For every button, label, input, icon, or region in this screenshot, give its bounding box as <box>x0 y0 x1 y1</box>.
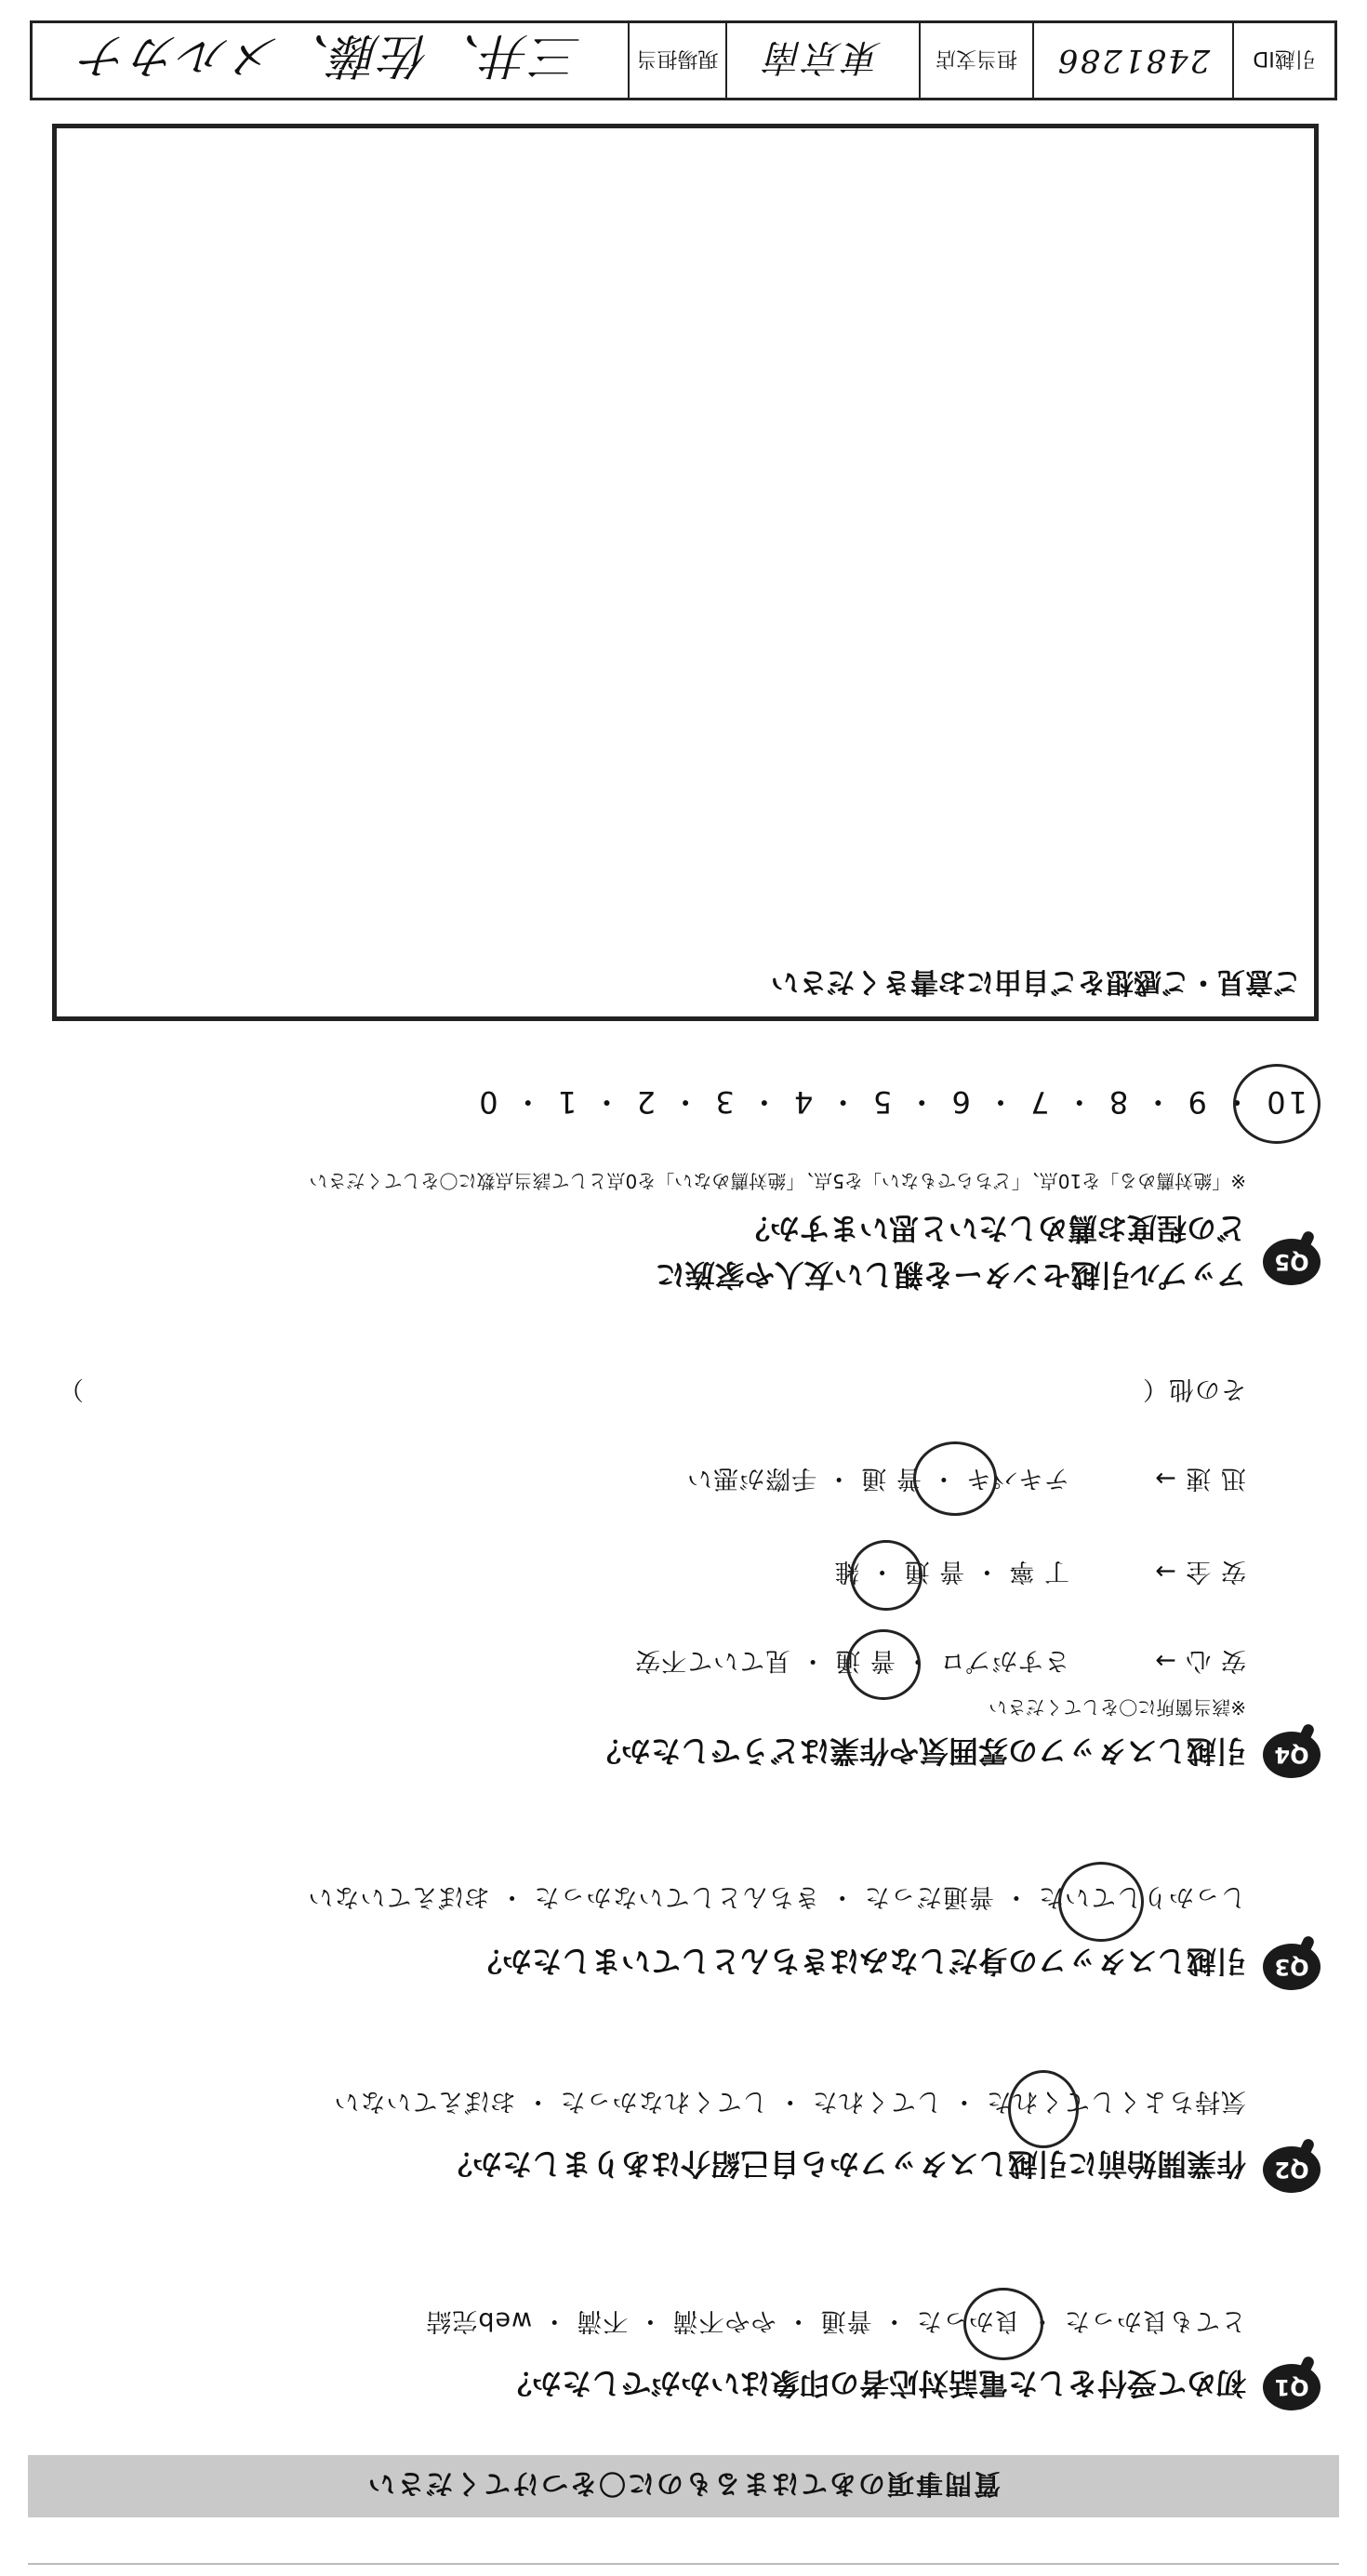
branch-value: 東京南 <box>764 35 882 79</box>
instruction-header <box>28 2455 1339 2517</box>
q4-question: 引越しスタッフの雰囲気や作業はどうでしたか？ <box>591 1733 1246 1769</box>
q5-question-line1: アップル引越センターを親しい友人や家族に <box>655 1257 1246 1293</box>
instruction-text: 質問事項のあてはまるものに〇をつけてください <box>366 2468 1002 2500</box>
q2-badge: Q2 <box>1263 2146 1321 2193</box>
id-label-cell <box>1232 23 1334 98</box>
q2-answer-circle <box>1008 2070 1079 2148</box>
team-value: 三井、佐藤、メルカナ <box>79 27 582 84</box>
branch-label-cell <box>919 23 1032 98</box>
q1-badge: Q1 <box>1263 2364 1321 2410</box>
q3-answer-circle <box>1058 1862 1144 1942</box>
id-value: 2481286 <box>1055 42 1211 79</box>
q4-row-anzen-options[interactable]: 丁 寧 ・ 普 通 ・ 雑 <box>833 1557 1069 1586</box>
q5-question-line2: どの程度お薦めしたいと思いますか？ <box>739 1211 1246 1246</box>
q5-score-scale[interactable]: 10 ・ 9 ・ 8 ・ 7 ・ 6 ・ 5 ・ 4 ・ 3 ・ 2 ・ 1 ・ 0 <box>476 1084 1307 1120</box>
q4-row-anzen-label: 安 全 → <box>1154 1557 1246 1586</box>
q4-jinsoku-circle <box>913 1441 997 1516</box>
q1-options[interactable]: とても良かった ・ 良かった ・ 普通 ・ やや不満 ・ 不満 ・ web完結 <box>425 2306 1246 2335</box>
id-label: 引越ID <box>1253 46 1316 71</box>
q4-row-jinsoku-label: 迅 速 → <box>1154 1464 1246 1493</box>
q3-badge: Q3 <box>1263 1944 1321 1990</box>
q4-note: ※該当箇所に〇をしてください <box>989 1696 1246 1719</box>
q5-note: ※「絶対薦める」を10点、「どちらでもない」を5点、「絶対薦めない」を0点として該当点数に〇をしてください <box>309 1170 1246 1192</box>
q4-other-label[interactable]: その他（ <box>1142 1374 1246 1403</box>
q4-row-anshin-options[interactable]: さすがプロ ・ 普 通 ・ 見ていて不安 <box>634 1646 1069 1675</box>
team-value-cell <box>33 23 628 98</box>
q5-badge: Q5 <box>1263 1239 1321 1285</box>
q2-question: 作業開始前に引越しスタッフから自己紹介はありましたか？ <box>442 2146 1246 2182</box>
comment-box[interactable] <box>52 124 1319 1021</box>
branch-label: 担当支店 <box>936 46 1018 71</box>
top-rule <box>28 2563 1339 2565</box>
team-label-cell <box>628 23 725 98</box>
q5-answer-circle <box>1233 1064 1321 1144</box>
q3-options[interactable]: しっかりしていた ・ 普通だった ・ きちんとしていなかった ・ おぼえていない <box>307 1882 1246 1911</box>
comment-title: ご意見・ご感想をご自由にお書きください <box>771 965 1301 998</box>
q1-answer-circle <box>963 2288 1043 2360</box>
meta-table <box>30 20 1337 100</box>
q2-options[interactable]: 気持ちよくしてくれた ・ してくれた ・ してくれなかった ・ おぼえていない <box>333 2087 1246 2116</box>
q4-anzen-circle <box>850 1540 922 1611</box>
team-label: 現場担当 <box>636 46 719 71</box>
q4-row-jinsoku-options[interactable]: テキパキ ・ 普 通 ・ 手際が悪い <box>686 1464 1069 1493</box>
branch-value-cell <box>725 23 919 98</box>
q1-question: 初めて受付をした電話対応者の印象はいかがでしたか？ <box>501 2366 1246 2401</box>
id-value-cell <box>1032 23 1232 98</box>
q4-row-anshin-label: 安 心 → <box>1154 1646 1246 1675</box>
q4-badge: Q4 <box>1263 1732 1321 1778</box>
q4-other-close: ） <box>58 1374 84 1403</box>
q3-question: 引越しスタッフの身だしなみはきちんとしていましたか？ <box>471 1944 1246 1979</box>
q4-anshin-circle <box>846 1629 921 1700</box>
